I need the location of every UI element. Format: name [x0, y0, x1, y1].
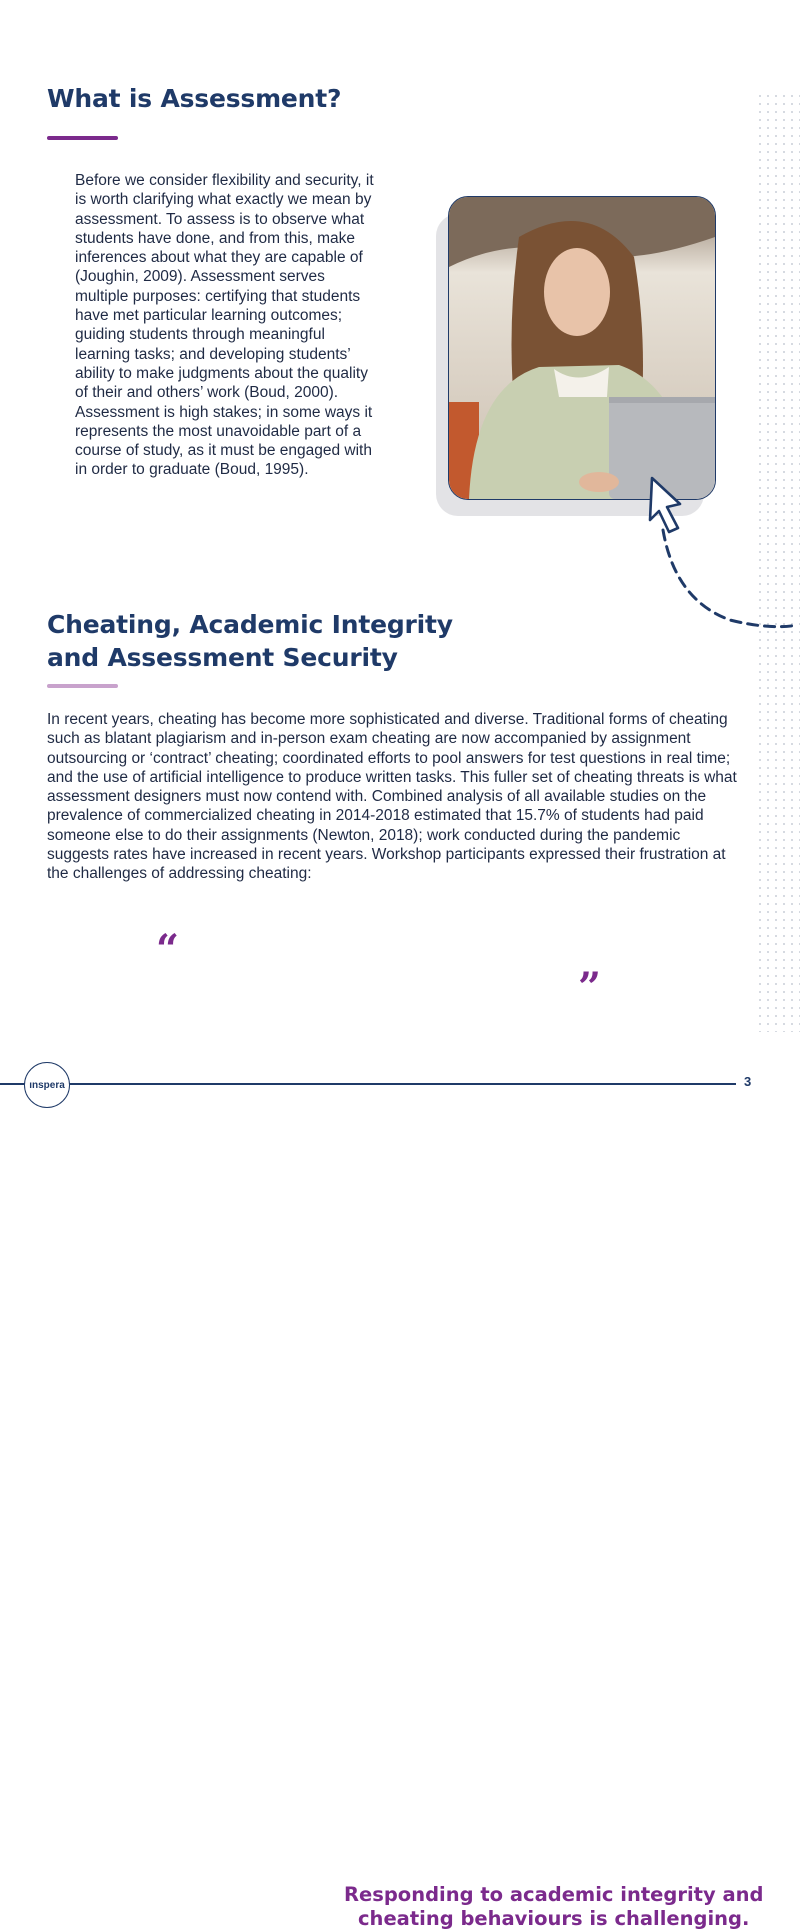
- quote-line-1: Responding to academic integrity and: [344, 1883, 764, 1906]
- section-title-line-1: Cheating, Academic Integrity: [47, 610, 453, 639]
- section-title-line-2: and Assessment Security: [47, 643, 398, 672]
- section-title-assessment: What is Assessment?: [47, 84, 342, 113]
- assessment-paragraph: Before we consider flexibility and security, it is worth clarifying what exactly we mean by assessment. To assess is to observe what students have done, and from this, make inferences about what they are capable of (Joughin, 2009). Assessment serves multiple purposes: certifying that students have met particular learning outcomes; guiding students through meaningful learning tasks; and developing students’ ability to make judgments about the quality of their and others’ work (Boud, 2000). Assessment is high stakes; in some ways it represents the most unavoidable part of a course of study, as it must be engaged with in order to graduate (Boud, 1995).: [75, 172, 374, 479]
- section-title-cheating: [47, 608, 507, 674]
- quote-line-2: cheating behaviours is challenging.: [358, 1907, 750, 1930]
- footer-rule-left: [0, 1083, 26, 1085]
- page-number: 3: [744, 1074, 752, 1089]
- cursor-arrow-icon: [620, 470, 800, 640]
- open-quote-icon: “: [156, 926, 180, 973]
- title-underline: [47, 136, 118, 140]
- cheating-paragraph: In recent years, cheating has become more sophisticated and diverse. Traditional forms of cheating such as blatant plagiarism and in-person exam cheating are now accompanied by assignment outsourcing or ‘contract’ cheating; coordinated efforts to pool answers for test questions in real time; and the use of artificial intelligence to produce written tasks. This fuller set of cheating threats is what assessment designers must now contend with. Combined analysis of all available studies on the prevalence of commercialized cheating in 2014-2018 estimated that 15.7% of students had paid someone else to do their assignments (Newton, 2018); work conducted during the pandemic suggests rates have increased in recent years. Workshop participants expressed their frustration at the challenges of addressing cheating:: [47, 711, 737, 883]
- student-laptop-photo: [448, 196, 716, 500]
- footer-rule: [60, 1083, 736, 1085]
- inspera-logo: ınspera: [24, 1062, 70, 1108]
- title-underline: [47, 684, 118, 688]
- close-quote-icon: ”: [578, 964, 602, 1011]
